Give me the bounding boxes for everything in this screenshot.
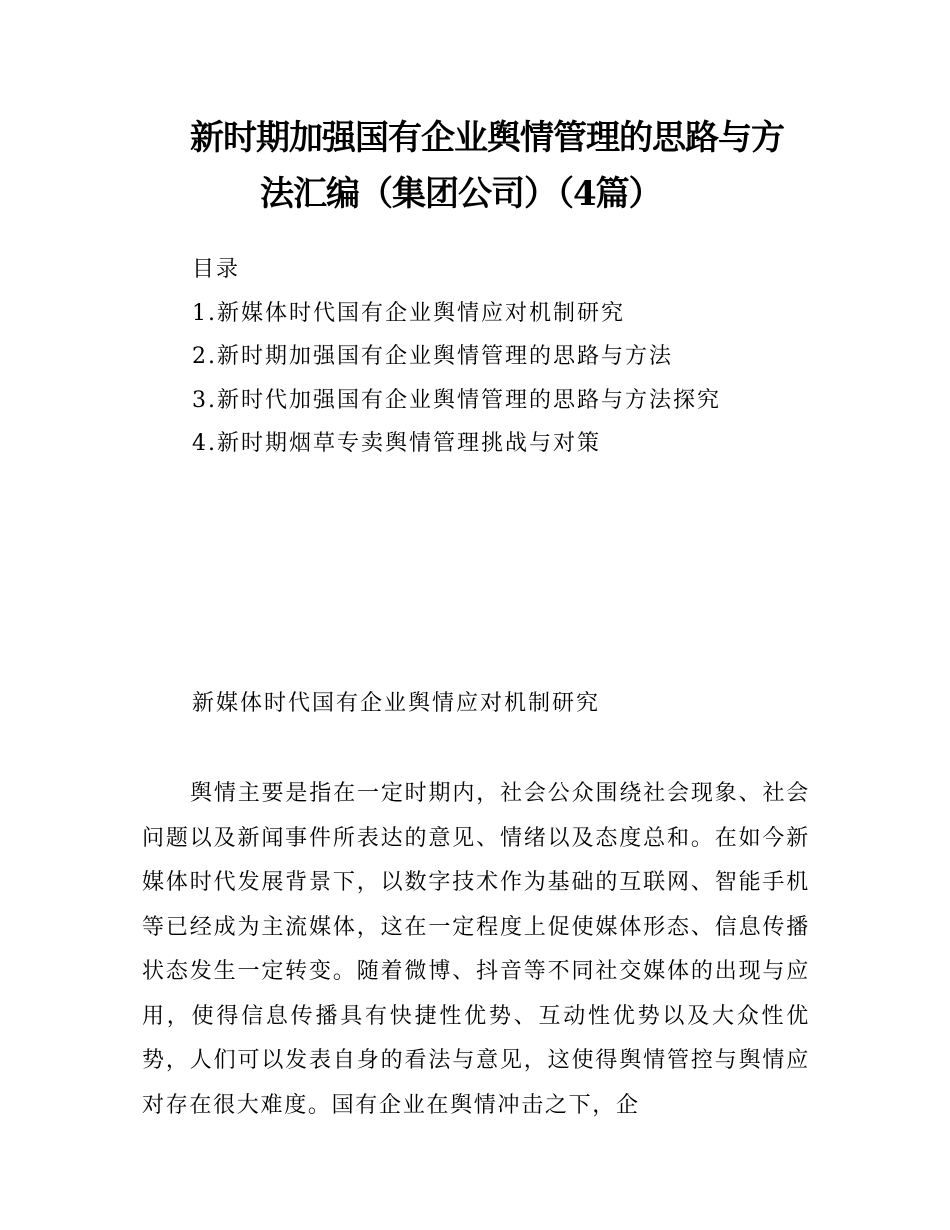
toc-item-2: 2.新时期加强国有企业舆情管理的思路与方法 <box>192 344 673 369</box>
body-paragraph: 舆情主要是指在一定时期内，社会公众围绕社会现象、社会问题以及新闻事件所表达的意见、情绪以及态度总和。在如今新媒体时代发展背景下，以数字技术作为基础的互联网、智能手机等已经成为主流媒体，这在一定程度上促使媒体形态、信息传播状态发生一定转变。随着微博、抖音等不同社交媒体的出现与应用，使得信息传播具有快捷性优势、互动性优势以及大众性优势，人们可以发表自身的看法与意见，这使得舆情管控与舆情应对存在很大难度。国有企业在舆情冲击之下，企 <box>142 781 810 1118</box>
document-title <box>190 110 830 222</box>
document-title-line-2: 法汇编（集团公司）（4篇） <box>260 174 662 214</box>
section-title: 新媒体时代国有企业舆情应对机制研究 <box>192 691 601 716</box>
toc-heading: 目录 <box>192 257 241 282</box>
toc-item-4: 4.新时期烟草专卖舆情管理挑战与对策 <box>192 431 601 456</box>
table-of-contents <box>192 248 721 466</box>
toc-item-1: 1.新媒体时代国有企业舆情应对机制研究 <box>192 300 625 326</box>
toc-item-3: 3.新时代加强国有企业舆情管理的思路与方法探究 <box>192 387 721 413</box>
document-title-line-1: 新时期加强国有企业舆情管理的思路与方 <box>190 118 784 158</box>
